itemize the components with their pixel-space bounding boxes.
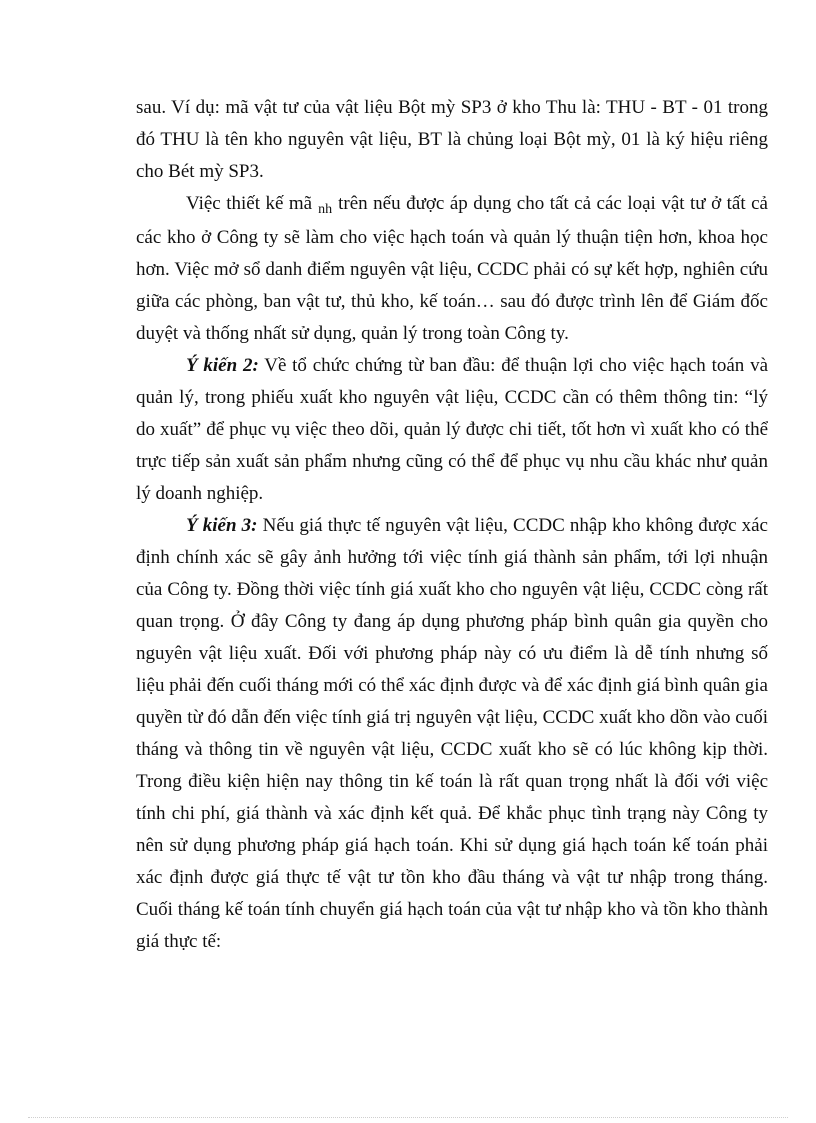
paragraph-opinion-3: [136, 510, 768, 958]
paragraph-opinion-2: [136, 350, 768, 510]
paragraph-example-code: sau. Ví dụ: mã vật tư của vật liệu Bột mỳ SP3 ở kho Thu là: THU - BT - 01 trong đó THU là tên kho nguyên vật liệu, BT là chủng loại Bột mỳ, 01 là ký hiệu riêng cho Bét mỳ SP3.: [136, 97, 768, 182]
page-bottom-divider: [28, 1117, 788, 1118]
subscript-fragment: nh: [318, 202, 333, 217]
paragraph-code-design-lead: Việc thiết kế mã: [186, 193, 313, 214]
paragraph-code-design: [136, 188, 768, 350]
paragraph-code-design-body: trên nếu được áp dụng cho tất cả các loại vật tư ở tất cả các kho ở Công ty sẽ làm cho việc hạch toán và quản lý thuận tiện hơn, khoa học hơn. Việc mở sổ danh điểm nguyên vật liệu, CCDC phải có sự kết hợp, nghiên cứu giữa các phòng, ban vật tư, thủ kho, kế toán… sau đó được trình lên để Giám đốc duyệt và thống nhất sử dụng, quản lý trong toàn Công ty.: [136, 193, 768, 344]
opinion-3-label: Ý kiến 3:: [186, 515, 258, 536]
opinion-2-label: Ý kiến 2:: [186, 355, 259, 376]
document-body: [136, 92, 768, 958]
opinion-2-text: Về tổ chức chứng từ ban đầu: để thuận lợi cho việc hạch toán và quản lý, trong phiếu xuất kho nguyên vật liệu, CCDC cần có thêm thông tin: “lý do xuất” để phục vụ việc theo dõi, quản lý được chi tiết, tốt hơn vì xuất kho có thể trực tiếp sản xuất sản phẩm nhưng cũng có thể để phục vụ nhu cầu khác như quản lý doanh nghiệp.: [136, 355, 769, 504]
opinion-3-text: Nếu giá thực tế nguyên vật liệu, CCDC nhập kho không được xác định chính xác sẽ gây ảnh hưởng tới việc tính giá thành sản phẩm, tới lợi nhuận của Công ty. Đồng thời việc tính giá xuất kho cho nguyên vật liệu, CCDC còng rất quan trọng. Ở đây Công ty đang áp dụng phương pháp bình quân gia quyền cho nguyên vật liệu xuất. Đối với phương pháp này có ưu điểm là dễ tính nhưng số liệu phải đến cuối tháng mới có thể xác định được và để xác định giá bình quân gia quyền từ đó dẫn đến việc tính giá trị nguyên vật liệu, CCDC xuất kho dồn vào cuối tháng và thông tin về nguyên vật liệu, CCDC xuất kho sẽ có lúc không kịp thời. Trong điều kiện hiện nay thông tin kế toán là rất quan trọng nhất là đối với việc tính chi phí, giá thành và xác định kết quả. Để khắc phục tình trạng này Công ty nên sử dụng phương pháp giá hạch toán. Khi sử dụng giá hạch toán kế toán phải xác định được giá thực tế vật tư tồn kho đầu tháng và vật tư nhập trong tháng. Cuối tháng kế toán tính chuyển giá hạch toán của vật tư nhập kho và tồn kho thành giá thực tế:: [136, 515, 768, 952]
